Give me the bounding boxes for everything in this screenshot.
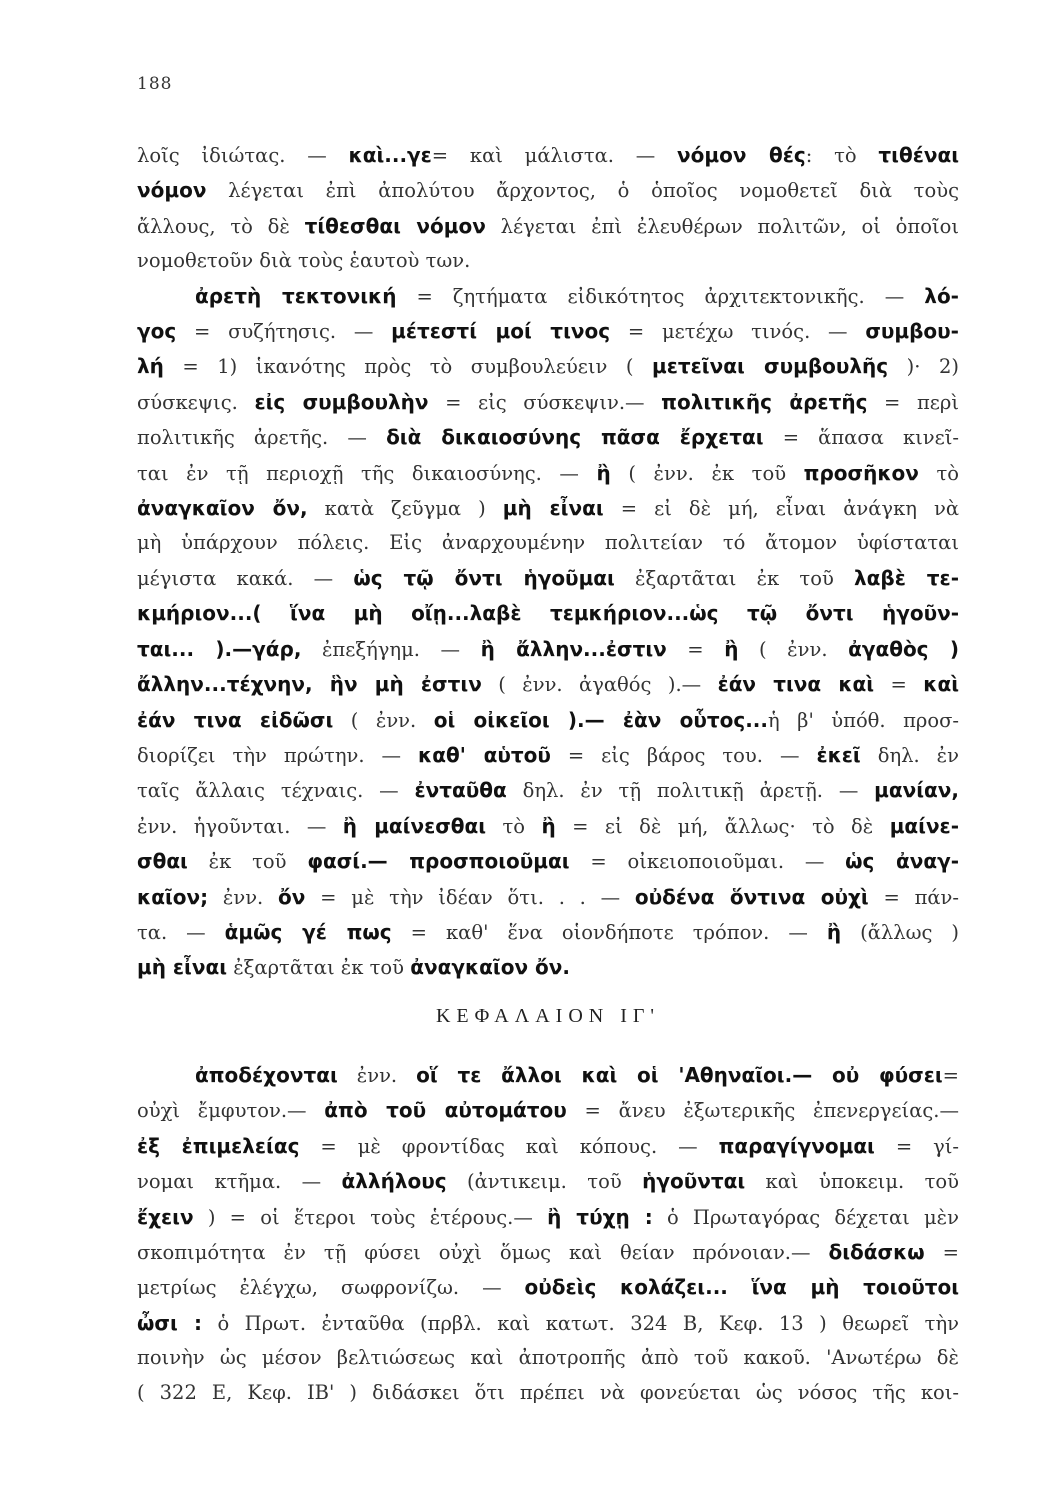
gloss-text: ( ἐνν.	[333, 708, 434, 732]
gloss-text: τὸ	[918, 461, 959, 485]
text-line	[137, 1093, 959, 1128]
lemma-term: ἀγαθὸς )	[848, 636, 959, 661]
gloss-text: λοῖς ἰδιώτας. —	[137, 144, 349, 167]
lemma-term: ἐξ ἐπιμελείας	[137, 1133, 300, 1158]
text-line	[137, 526, 959, 560]
gloss-text: νομοθετοῦν διὰ τοὺς ἑαυτοὺ των.	[137, 249, 471, 273]
gloss-text: = περὶ	[867, 390, 960, 414]
gloss-text: ἐκ τοῦ	[187, 850, 308, 874]
gloss-text: τα. —	[137, 920, 225, 944]
lemma-term: διὰ δικαιοσύνης πᾶσα ἔρχεται	[386, 425, 764, 450]
gloss-text: : τὸ	[805, 144, 879, 167]
gloss-text: = μετέχω τινός. —	[610, 320, 866, 344]
gloss-text: = συζήτησις. —	[176, 320, 392, 344]
gloss-text: νομαι κτῆμα. —	[137, 1170, 342, 1194]
lemma-term: μετεῖναι συμβουλῆς	[652, 354, 889, 379]
lemma-term: ἔχειν	[137, 1204, 194, 1229]
gloss-text: τὸ	[486, 814, 542, 838]
lemma-term: ἢ μαίνεσθαι	[342, 813, 487, 838]
lemma-term: λαβὲ τε-	[854, 565, 959, 590]
gloss-text: = ἅπασα κινεῖ-	[763, 426, 959, 450]
lemma-term: ἐάν τινα καὶ	[717, 672, 875, 697]
lemma-term: λό-	[924, 283, 959, 308]
text-line	[137, 1200, 959, 1235]
lemma-term: ὡς τῷ ὄντι ἡγοῦμαι	[353, 565, 615, 590]
text-line	[137, 703, 959, 738]
text-line	[137, 809, 959, 844]
lemma-term: ἀλλήλους	[341, 1169, 447, 1194]
gloss-text: (ἀντικειμ. τοῦ	[446, 1170, 643, 1194]
page-number: 188	[137, 74, 173, 94]
text-line	[137, 667, 959, 702]
lemma-term: ται... ).—γάρ,	[137, 636, 302, 661]
lemma-term: ἀναγκαῖον ὄν,	[137, 496, 308, 521]
lemma-term: ὦσι :	[137, 1310, 202, 1335]
text-line	[137, 209, 959, 244]
gloss-text: ( ἐνν. ἀγαθός ).—	[481, 673, 718, 697]
gloss-text: = εἰς σύσκεψιν.—	[428, 390, 662, 414]
text-line	[137, 1376, 959, 1410]
text-line	[137, 385, 959, 420]
lemma-term: μὴ εἶναι	[137, 955, 227, 980]
lemma-term: διδάσκω	[828, 1240, 925, 1265]
lemma-term: συμβου-	[865, 319, 959, 344]
gloss-text: κατὰ ζεῦγμα )	[307, 497, 503, 521]
gloss-text: μετρίως ἐλέγχω, σωφρονίζω. —	[137, 1276, 525, 1300]
gloss-text: ἐξαρτᾶται ἐκ τοῦ	[227, 956, 411, 980]
commentary-section-1	[137, 138, 959, 986]
lemma-term: ἐάν τινα εἰδῶσι	[137, 707, 334, 732]
text-line	[137, 138, 959, 173]
lemma-term: κμήριον...( ἵνα μὴ οἴῃ...λαβὲ τεμκήριον...ὡς τῷ ὄντι ἡγοῦν-	[137, 601, 959, 626]
gloss-text: λέγεται ἐπὶ ἐλευθέρων πολιτῶν, οἱ ὁποῖοι	[485, 214, 959, 238]
text-line	[137, 880, 959, 915]
gloss-text: )· 2)	[888, 355, 959, 379]
gloss-text: =	[666, 637, 725, 661]
text-line	[137, 420, 959, 455]
gloss-text: = μὲ φροντίδας καὶ κόπους. —	[299, 1134, 719, 1158]
lemma-term: ἐνταῦθα	[414, 778, 507, 803]
gloss-text: = μὲ τὴν ἰδέαν ὅτι. . . —	[305, 885, 635, 909]
gloss-text: ) = οἱ ἕτεροι τοὺς ἑτέρους.—	[193, 1205, 548, 1229]
lemma-term: ἄλλην...τέχνην, ἣν μὴ ἐστιν	[137, 672, 482, 697]
chapter-heading: ΚΕΦΑΛΑΙΟΝ ΙΓ'	[435, 1005, 661, 1027]
lemma-term: γος	[137, 319, 177, 344]
gloss-text: ἐνν.	[208, 885, 279, 909]
lemma-term: καὶ...γε	[348, 143, 432, 167]
text-line	[137, 844, 959, 879]
gloss-text: ται ἐν τῇ περιοχῇ τῆς δικαιοσύνης. —	[137, 461, 597, 485]
gloss-text: ὁ Πρωτ. ἐνταῦθα (πρβλ. καὶ κατωτ. 324 Β, Κεφ. 13 ) θεωρεῖ τὴν	[202, 1311, 960, 1335]
gloss-text: ἡ β' ὑπόθ. προσ-	[768, 708, 960, 732]
lemma-term: ἢ ἄλλην...ἐστιν	[480, 636, 667, 661]
text-line	[137, 349, 959, 384]
gloss-text: = γί-	[874, 1134, 960, 1158]
gloss-text: πολιτικῆς ἀρετῆς. —	[137, 426, 387, 450]
lemma-term: οὐδεὶς κολάζει... ἵνα μὴ τοιοῦτοι	[524, 1275, 959, 1300]
lemma-term: ἐκεῖ	[816, 742, 861, 767]
gloss-text: ὁ Πρωταγόρας δέχεται μὲν	[652, 1205, 960, 1229]
text-line	[137, 456, 959, 491]
gloss-text: = εἰς βάρος του. —	[550, 743, 817, 767]
gloss-text: = εἰ δὲ μή, ἄλλως· τὸ δὲ	[555, 814, 890, 838]
text-line	[137, 1235, 959, 1270]
text-line	[137, 1129, 959, 1164]
lemma-term: τίθεσθαι νόμον	[304, 213, 486, 238]
text-line	[137, 244, 959, 278]
lemma-term: ἀρετὴ τεκτονική	[195, 283, 397, 308]
lemma-term: εἰς συμβουλὴν	[254, 389, 429, 414]
lemma-term: καὶ	[923, 672, 959, 697]
lemma-term: μανίαν,	[874, 778, 959, 803]
gloss-text: = καὶ μάλιστα. —	[431, 144, 678, 167]
gloss-text: = ζητήματα εἰδικότητος ἀρχιτεκτονικῆς. —	[396, 284, 925, 308]
lemma-term: πολιτικῆς ἀρετῆς	[661, 389, 868, 414]
gloss-text: διορίζει τὴν πρώτην. —	[137, 743, 419, 767]
gloss-text: ἄλλους, τὸ δὲ	[137, 214, 305, 238]
gloss-text: ( ἐνν. ἐκ τοῦ	[610, 461, 804, 485]
lemma-term: ἢ	[596, 460, 611, 485]
gloss-text: καὶ ὑποκειμ. τοῦ	[745, 1170, 959, 1194]
gloss-text: μὴ ὑπάρχουν πόλεις. Εἰς ἀναρχουμένην πολιτείαν τό ἄτομον ὑφίσταται	[137, 531, 959, 555]
gloss-text: ἐπεξήγημ. —	[301, 637, 481, 661]
text-line	[137, 950, 959, 985]
lemma-term: μαίνε-	[889, 813, 959, 838]
text-line	[137, 1058, 959, 1093]
text-line	[137, 1270, 959, 1305]
text-line	[137, 173, 959, 208]
text-line	[137, 491, 959, 526]
text-line	[137, 279, 959, 314]
gloss-text: = εἰ δὲ μή, εἶναι ἀνάγκη νὰ	[603, 497, 960, 521]
lemma-term: μέτεστί μοί τινος	[391, 319, 611, 344]
gloss-text: =	[874, 673, 924, 697]
text-line	[137, 915, 959, 950]
lemma-term: λή	[137, 354, 164, 379]
gloss-text: ἐνν.	[337, 1064, 417, 1087]
lemma-term: ἢ	[724, 636, 739, 661]
lemma-term: ἀπὸ τοῦ αὐτομάτου	[324, 1098, 567, 1123]
text-line	[137, 561, 959, 596]
gloss-text: (ἄλλως )	[841, 920, 959, 944]
lemma-term: οἱ οἰκεῖοι ).— ἐὰν οὗτος...	[433, 707, 769, 732]
gloss-text: μέγιστα κακά. —	[137, 566, 354, 590]
gloss-text: = πάν-	[868, 885, 959, 909]
lemma-term: ἀναγκαῖον ὄν.	[410, 955, 570, 980]
text-line	[137, 773, 959, 808]
text-line	[137, 314, 959, 349]
gloss-text: ( 322 Ε, Κεφ. ΙΒ' ) διδάσκει ὅτι πρέπει νὰ φονεύεται ὡς νόσος τῆς κοι-	[137, 1380, 959, 1404]
lemma-term: ἢ τύχῃ :	[547, 1204, 653, 1229]
lemma-term: οἵ τε ἄλλοι καὶ οἱ 'Αθηναῖοι.— οὐ φύσει	[416, 1063, 943, 1087]
commentary-section-2	[137, 1058, 959, 1410]
lemma-term: νόμον	[137, 178, 207, 203]
lemma-term: προσῆκον	[803, 460, 919, 485]
gloss-text: ( ἐνν.	[738, 637, 849, 661]
lemma-term: καθ' αὑτοῦ	[418, 742, 551, 767]
gloss-text: ταῖς ἄλλαις τέχναις. —	[137, 779, 415, 803]
lemma-term: οὐδένα ὅντινα οὐχὶ	[634, 884, 869, 909]
gloss-text: λέγεται ἐπὶ ἀπολύτου ἄρχοντος, ὁ ὁποῖος νομοθετεῖ διὰ τοὺς	[206, 179, 959, 203]
gloss-text: οὐχὶ ἔμφυτον.—	[137, 1099, 325, 1123]
gloss-text: ποινὴν ὡς μέσον βελτιώσεως καὶ ἀποτροπῆς ἀπὸ τοῦ κακοῦ. 'Ανωτέρω δὲ	[137, 1346, 959, 1370]
lemma-term: τιθέναι	[878, 143, 960, 167]
lemma-term: ἢ	[541, 813, 556, 838]
text-line	[137, 1341, 959, 1375]
gloss-text: δηλ. ἐν τῇ πολιτικῇ ἀρετῇ. —	[506, 779, 875, 803]
text-line	[137, 632, 959, 667]
gloss-text: = καθ' ἕνα οἱονδήποτε τρόπον. —	[391, 920, 827, 944]
lemma-term: νόμον θές	[677, 143, 806, 167]
gloss-text: = οἰκειοποιοῦμαι. —	[569, 850, 846, 874]
lemma-term: ἢ	[826, 919, 842, 944]
lemma-term: ὡς ἀναγ-	[845, 849, 959, 874]
gloss-text: σκοπιμότητα ἐν τῇ φύσει οὐχὶ ὅμως καὶ θείαν πρόνοιαν.—	[137, 1241, 829, 1265]
lemma-term: ὄν	[278, 884, 306, 909]
lemma-term: φασί.— προσποιοῦμαι	[307, 849, 570, 874]
lemma-term: καῖον;	[137, 884, 209, 909]
text-line	[137, 1306, 959, 1341]
lemma-term: παραγίγνομαι	[718, 1133, 875, 1158]
text-line	[137, 596, 959, 631]
lemma-term: μὴ εἶναι	[502, 496, 604, 521]
lemma-term: ἀποδέχονται	[195, 1063, 338, 1087]
text-line	[137, 1164, 959, 1199]
gloss-text: ἐνν. ἡγοῦνται. —	[137, 814, 343, 838]
gloss-text: =	[942, 1064, 959, 1087]
gloss-text: = 1) ἱκανότης πρὸς τὸ συμβουλεύειν (	[163, 355, 653, 379]
gloss-text: σύσκεψις.	[137, 390, 255, 414]
lemma-term: ἡγοῦνται	[642, 1169, 746, 1194]
gloss-text: =	[924, 1241, 959, 1265]
gloss-text: ἐξαρτᾶται ἐκ τοῦ	[614, 566, 854, 590]
text-line	[137, 738, 959, 773]
gloss-text: = ἄνευ ἐξωτερικῆς ἐπενεργείας.—	[566, 1099, 959, 1123]
lemma-term: σθαι	[137, 849, 188, 874]
lemma-term: ἁμῶς γέ πως	[224, 919, 392, 944]
gloss-text: δηλ. ἐν	[860, 743, 959, 767]
